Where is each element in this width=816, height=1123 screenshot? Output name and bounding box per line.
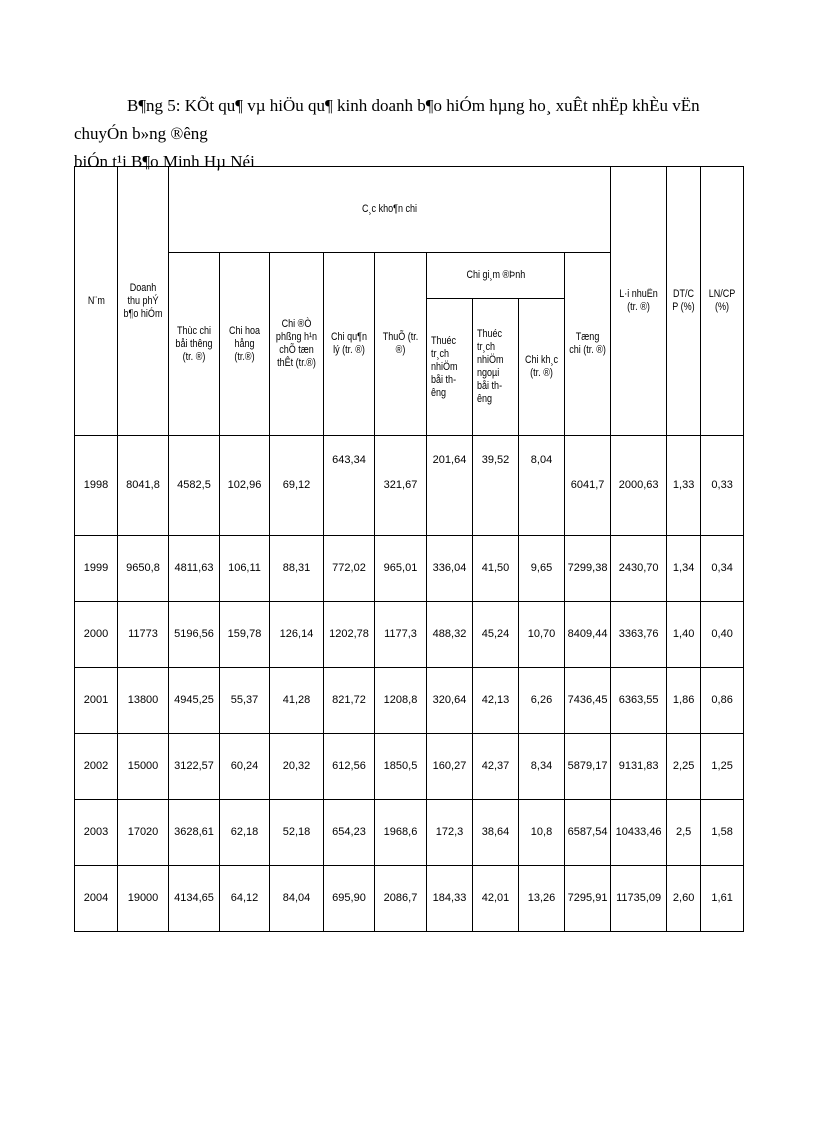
cell-management: 643,34 bbox=[324, 436, 375, 536]
cell-assess-claims: 336,04 bbox=[427, 536, 473, 602]
cell-ln-cp: 0,33 bbox=[701, 436, 744, 536]
table-row bbox=[75, 734, 744, 800]
cell-total: 6587,54 bbox=[565, 800, 611, 866]
cell-year: 2001 bbox=[75, 668, 118, 734]
cell-commission: 55,37 bbox=[220, 668, 270, 734]
cell-prevention: 20,32 bbox=[270, 734, 324, 800]
cell-claims: 4945,25 bbox=[169, 668, 220, 734]
cell-year: 2002 bbox=[75, 734, 118, 800]
cell-total: 6041,7 bbox=[565, 436, 611, 536]
cell-claims: 4582,5 bbox=[169, 436, 220, 536]
cell-dt-cp: 1,33 bbox=[667, 436, 701, 536]
cell-dt-cp: 2,5 bbox=[667, 800, 701, 866]
header-assessment-group: Chi gi¸m ®Þnh bbox=[427, 253, 565, 299]
cell-management: 695,90 bbox=[324, 866, 375, 932]
cell-assess-nonclaims: 39,52 bbox=[473, 436, 519, 536]
cell-assess-nonclaims: 42,13 bbox=[473, 668, 519, 734]
header-total: Tæng chi (tr. ®) bbox=[565, 253, 611, 436]
cell-commission: 64,12 bbox=[220, 866, 270, 932]
cell-dt-cp: 1,86 bbox=[667, 668, 701, 734]
cell-revenue: 17020 bbox=[118, 800, 169, 866]
cell-year: 2004 bbox=[75, 866, 118, 932]
cell-management: 1202,78 bbox=[324, 602, 375, 668]
cell-claims: 4134,65 bbox=[169, 866, 220, 932]
table-row bbox=[75, 866, 744, 932]
cell-ln-cp: 0,40 bbox=[701, 602, 744, 668]
header-year: N¨m bbox=[75, 167, 118, 436]
cell-total: 7436,45 bbox=[565, 668, 611, 734]
header-profit: L·i nhuËn (tr. ®) bbox=[611, 167, 667, 436]
caption-line-2: biÓn t¹i B¶o Minh Hµ Néi bbox=[74, 152, 255, 171]
cell-management: 612,56 bbox=[324, 734, 375, 800]
cell-total: 7295,91 bbox=[565, 866, 611, 932]
table-row bbox=[75, 536, 744, 602]
cell-management: 772,02 bbox=[324, 536, 375, 602]
cell-tax: 1850,5 bbox=[375, 734, 427, 800]
cell-revenue: 11773 bbox=[118, 602, 169, 668]
cell-ln-cp: 1,25 bbox=[701, 734, 744, 800]
cell-ln-cp: 0,34 bbox=[701, 536, 744, 602]
cell-profit: 11735,09 bbox=[611, 866, 667, 932]
cell-prevention: 52,18 bbox=[270, 800, 324, 866]
cell-dt-cp: 1,40 bbox=[667, 602, 701, 668]
cell-claims: 3122,57 bbox=[169, 734, 220, 800]
cell-dt-cp: 2,25 bbox=[667, 734, 701, 800]
cell-claims: 5196,56 bbox=[169, 602, 220, 668]
header-tax: ThuÕ (tr. ®) bbox=[375, 253, 427, 436]
cell-tax: 1177,3 bbox=[375, 602, 427, 668]
cell-assess-claims: 184,33 bbox=[427, 866, 473, 932]
cell-other: 8,34 bbox=[519, 734, 565, 800]
cell-other: 8,04 bbox=[519, 436, 565, 536]
cell-other: 9,65 bbox=[519, 536, 565, 602]
header-commission: Chi hoa hång (tr.®) bbox=[220, 253, 270, 436]
header-claims: Thùc chi båi thêng (tr. ®) bbox=[169, 253, 220, 436]
cell-tax: 321,67 bbox=[375, 436, 427, 536]
table-row bbox=[75, 668, 744, 734]
header-assess-claims: Thuéc tr¸ch nhiÖm båi thêng bbox=[427, 299, 473, 436]
cell-other: 10,8 bbox=[519, 800, 565, 866]
cell-year: 2000 bbox=[75, 602, 118, 668]
cell-prevention: 126,14 bbox=[270, 602, 324, 668]
cell-assess-claims: 201,64 bbox=[427, 436, 473, 536]
cell-assess-nonclaims: 42,37 bbox=[473, 734, 519, 800]
cell-management: 654,23 bbox=[324, 800, 375, 866]
header-expenses-group: C¸c kho¶n chi bbox=[169, 167, 611, 253]
cell-tax: 2086,7 bbox=[375, 866, 427, 932]
cell-year: 2003 bbox=[75, 800, 118, 866]
cell-ln-cp: 0,86 bbox=[701, 668, 744, 734]
cell-prevention: 41,28 bbox=[270, 668, 324, 734]
caption-line-1: B¶ng 5: KÕt qu¶ vµ hiÖu qu¶ kinh doanh b¶o hiÓm hµng ho¸ xuÊt nhËp khÈu vËn chuyÓn b»ng ®êng bbox=[74, 96, 700, 143]
cell-other: 13,26 bbox=[519, 866, 565, 932]
cell-prevention: 88,31 bbox=[270, 536, 324, 602]
cell-total: 5879,17 bbox=[565, 734, 611, 800]
cell-assess-claims: 172,3 bbox=[427, 800, 473, 866]
header-revenue: Doanh thu phÝ b¶o hiÓm bbox=[118, 167, 169, 436]
cell-tax: 1968,6 bbox=[375, 800, 427, 866]
cell-revenue: 19000 bbox=[118, 866, 169, 932]
cell-profit: 9131,83 bbox=[611, 734, 667, 800]
cell-claims: 3628,61 bbox=[169, 800, 220, 866]
table-caption bbox=[74, 92, 744, 176]
cell-revenue: 9650,8 bbox=[118, 536, 169, 602]
header-dt-cp: DT/C P (%) bbox=[667, 167, 701, 436]
cell-commission: 102,96 bbox=[220, 436, 270, 536]
cell-ln-cp: 1,58 bbox=[701, 800, 744, 866]
cell-prevention: 84,04 bbox=[270, 866, 324, 932]
cell-commission: 62,18 bbox=[220, 800, 270, 866]
cell-other: 10,70 bbox=[519, 602, 565, 668]
cell-management: 821,72 bbox=[324, 668, 375, 734]
header-other: Chi kh¸c (tr. ®) bbox=[519, 299, 565, 436]
cell-prevention: 69,12 bbox=[270, 436, 324, 536]
cell-tax: 1208,8 bbox=[375, 668, 427, 734]
table-row bbox=[75, 800, 744, 866]
cell-revenue: 15000 bbox=[118, 734, 169, 800]
cell-year: 1998 bbox=[75, 436, 118, 536]
cell-profit: 2430,70 bbox=[611, 536, 667, 602]
cell-tax: 965,01 bbox=[375, 536, 427, 602]
cell-ln-cp: 1,61 bbox=[701, 866, 744, 932]
cell-assess-claims: 488,32 bbox=[427, 602, 473, 668]
cell-dt-cp: 2,60 bbox=[667, 866, 701, 932]
cell-assess-claims: 320,64 bbox=[427, 668, 473, 734]
header-prevention: Chi ®Ò phßng h¹n chÕ tæn thÊt (tr.®) bbox=[270, 253, 324, 436]
cell-other: 6,26 bbox=[519, 668, 565, 734]
cell-revenue: 13800 bbox=[118, 668, 169, 734]
cell-profit: 3363,76 bbox=[611, 602, 667, 668]
cell-commission: 106,11 bbox=[220, 536, 270, 602]
cell-commission: 60,24 bbox=[220, 734, 270, 800]
cell-assess-nonclaims: 45,24 bbox=[473, 602, 519, 668]
cell-commission: 159,78 bbox=[220, 602, 270, 668]
results-table bbox=[74, 166, 744, 932]
cell-total: 8409,44 bbox=[565, 602, 611, 668]
header-assess-nonclaims: Thuéc tr¸ch nhiÖm ngoµi båi thêng bbox=[473, 299, 519, 436]
table-body bbox=[75, 436, 744, 932]
cell-assess-nonclaims: 38,64 bbox=[473, 800, 519, 866]
cell-dt-cp: 1,34 bbox=[667, 536, 701, 602]
table-row bbox=[75, 436, 744, 536]
header-ln-cp: LN/CP (%) bbox=[701, 167, 744, 436]
cell-year: 1999 bbox=[75, 536, 118, 602]
cell-assess-nonclaims: 41,50 bbox=[473, 536, 519, 602]
table-row bbox=[75, 602, 744, 668]
cell-revenue: 8041,8 bbox=[118, 436, 169, 536]
cell-total: 7299,38 bbox=[565, 536, 611, 602]
cell-claims: 4811,63 bbox=[169, 536, 220, 602]
cell-profit: 6363,55 bbox=[611, 668, 667, 734]
header-management: Chi qu¶n lý (tr. ®) bbox=[324, 253, 375, 436]
cell-profit: 2000,63 bbox=[611, 436, 667, 536]
cell-assess-nonclaims: 42,01 bbox=[473, 866, 519, 932]
cell-assess-claims: 160,27 bbox=[427, 734, 473, 800]
cell-profit: 10433,46 bbox=[611, 800, 667, 866]
